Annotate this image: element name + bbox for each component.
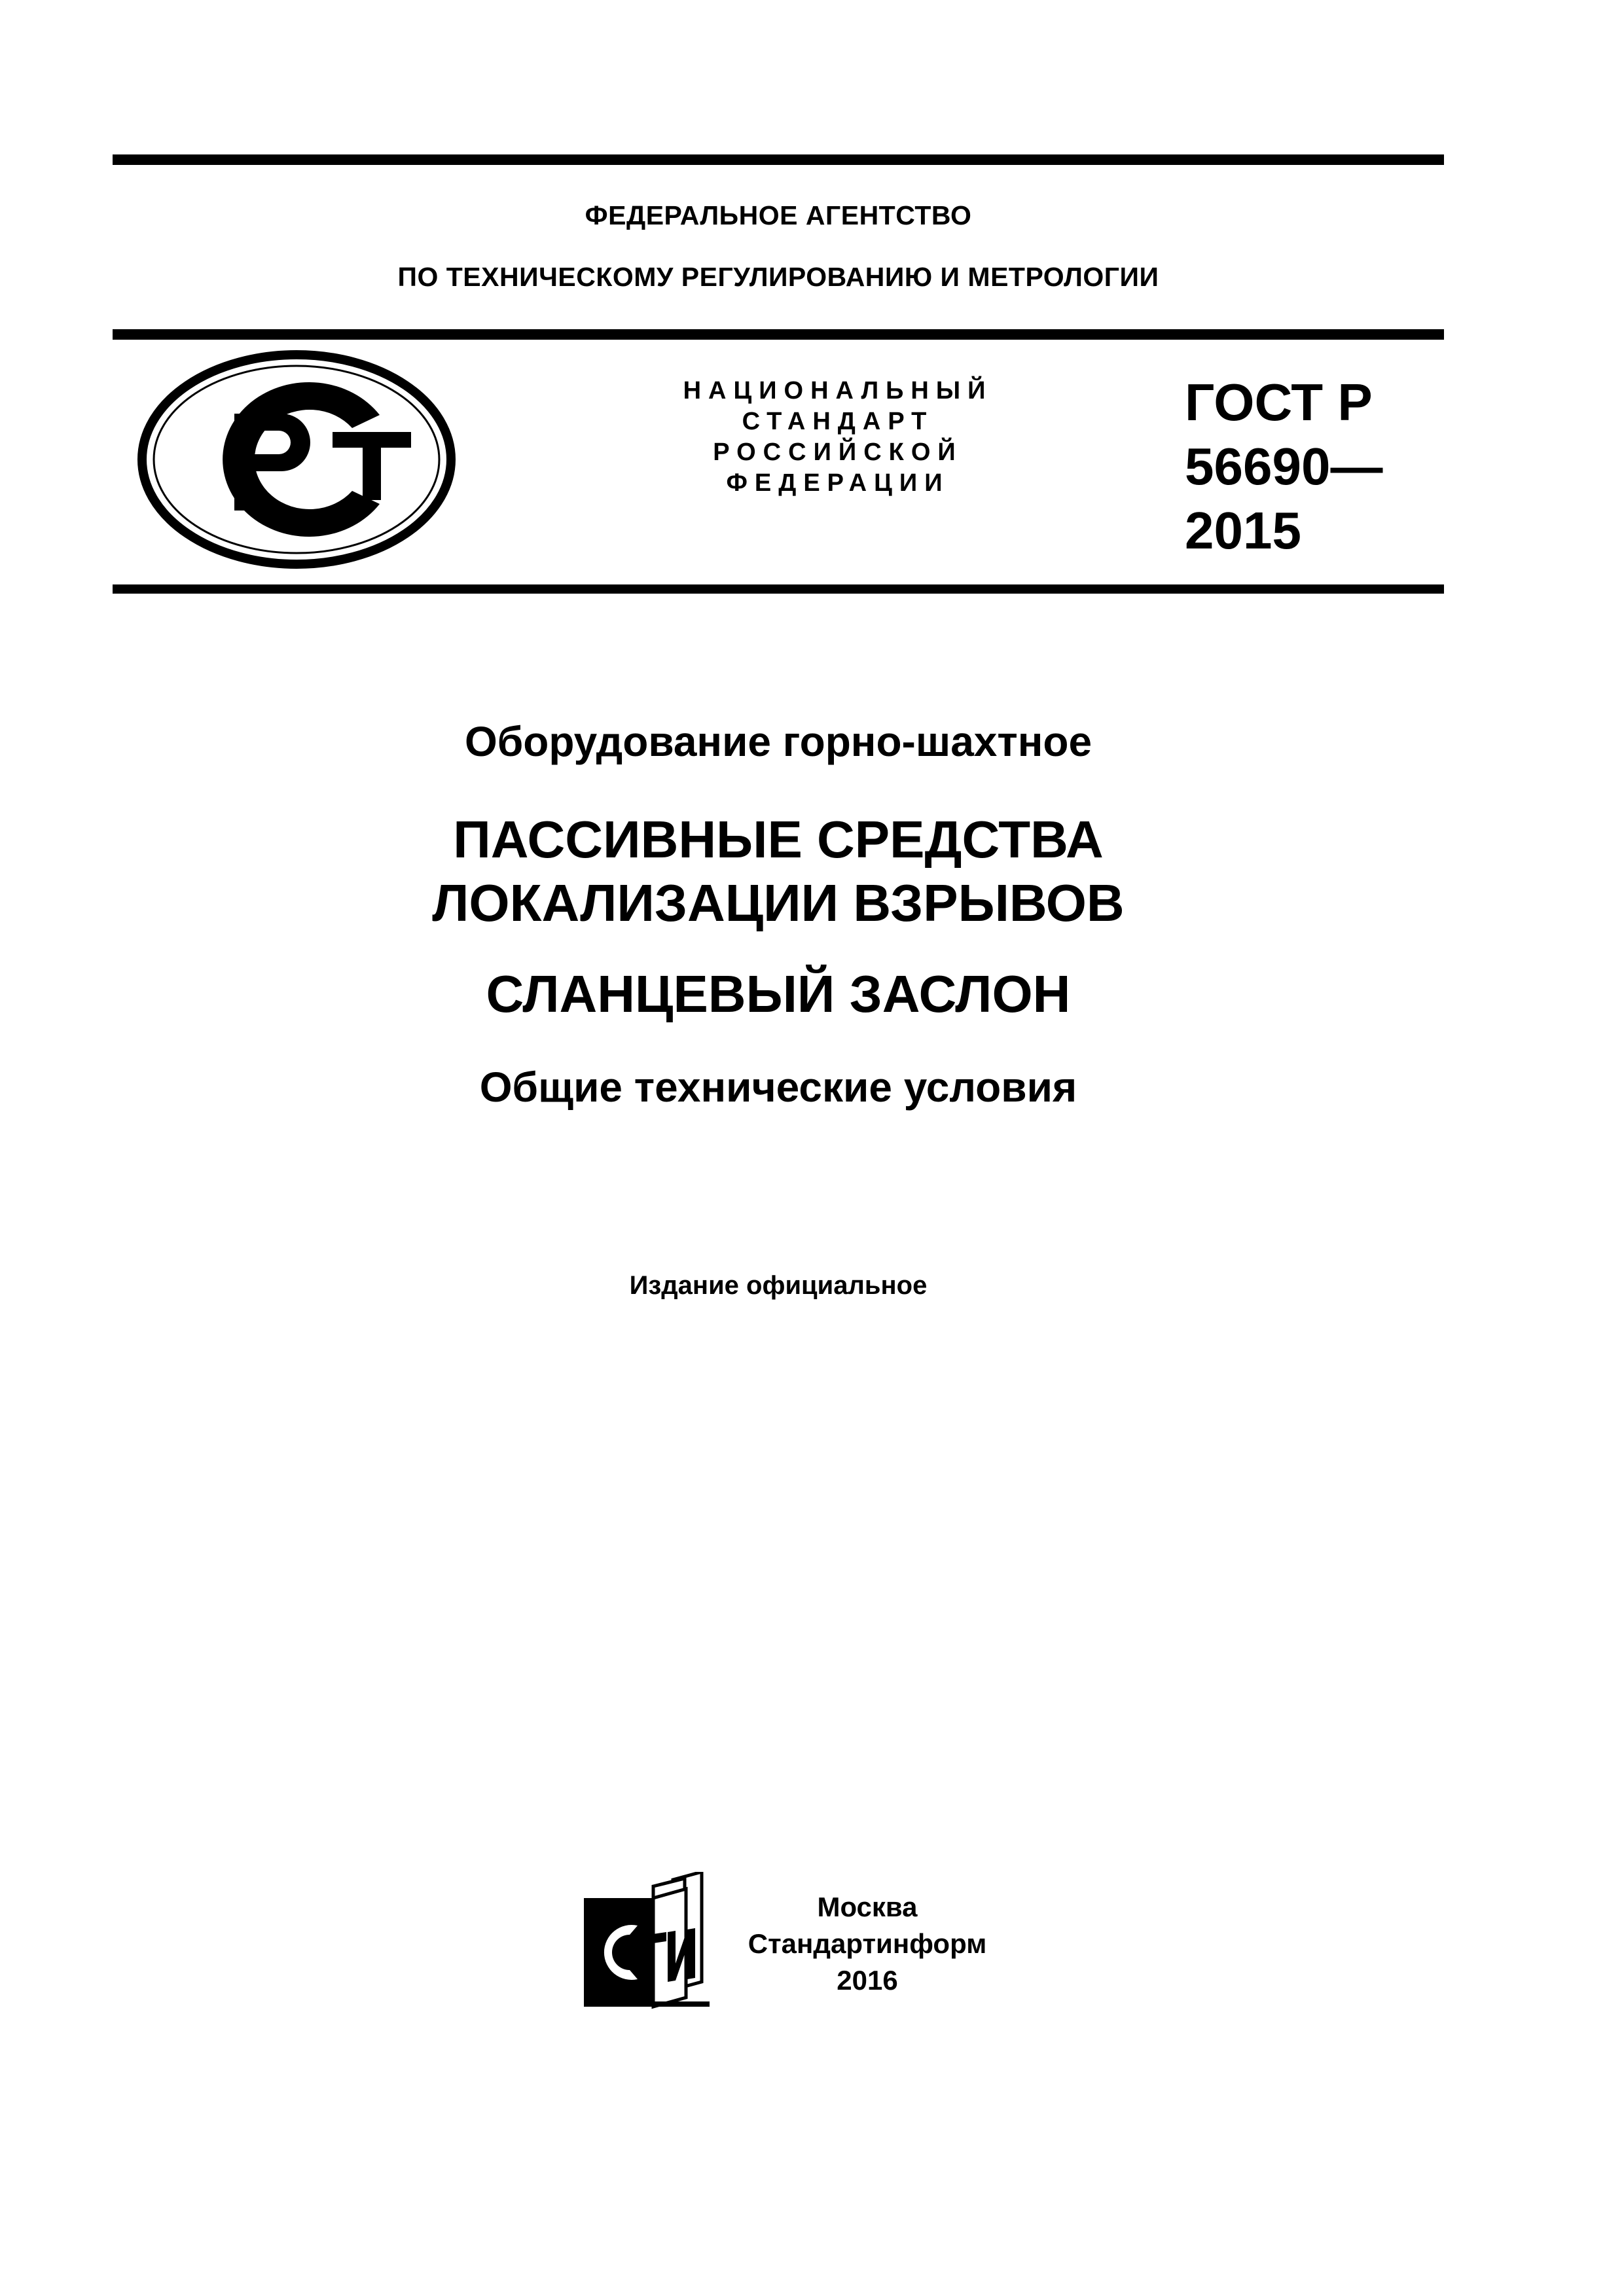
designation-line-2: 56690— [1185, 437, 1383, 495]
publisher-year: 2016 [837, 1965, 898, 1996]
standartinform-logo-icon [575, 1872, 713, 2011]
national-line-3: РОССИЙСКОЙ [713, 439, 963, 466]
publisher-block [720, 1889, 1015, 1999]
national-standard-label [609, 376, 1067, 499]
agency-name-line-2: ПО ТЕХНИЧЕСКОМУ РЕГУЛИРОВАНИЮ И МЕТРОЛОГИИ [397, 262, 1159, 292]
title-subtitle: Общие технические условия [479, 1064, 1077, 1111]
header-rule [113, 329, 1444, 340]
publisher-city: Москва [817, 1892, 918, 1922]
standard-block-rule [113, 584, 1444, 594]
national-line-4: ФЕДЕРАЦИИ [726, 469, 950, 497]
title-main-line-2: ЛОКАЛИЗАЦИИ ВЗРЫВОВ [432, 874, 1125, 932]
title-group: Оборудование горно-шахтное [464, 718, 1092, 765]
agency-name-line-1: ФЕДЕРАЛЬНОЕ АГЕНТСТВО [585, 200, 972, 230]
edition-label: Издание официальное [629, 1271, 928, 1300]
rst-logo-icon [136, 348, 457, 571]
title-main-line-1: ПАССИВНЫЕ СРЕДСТВА [453, 810, 1104, 869]
standard-designation [1185, 370, 1447, 563]
title-main-line-3: СЛАНЦЕВЫЙ ЗАСЛОН [486, 965, 1071, 1023]
national-line-1: НАЦИОНАЛЬНЫЙ [683, 377, 993, 404]
designation-line-1: ГОСТ Р [1185, 373, 1373, 431]
publisher-name: Стандартинформ [748, 1928, 987, 1959]
top-rule [113, 154, 1444, 165]
national-line-2: СТАНДАРТ [742, 408, 934, 435]
designation-line-3: 2015 [1185, 501, 1301, 560]
